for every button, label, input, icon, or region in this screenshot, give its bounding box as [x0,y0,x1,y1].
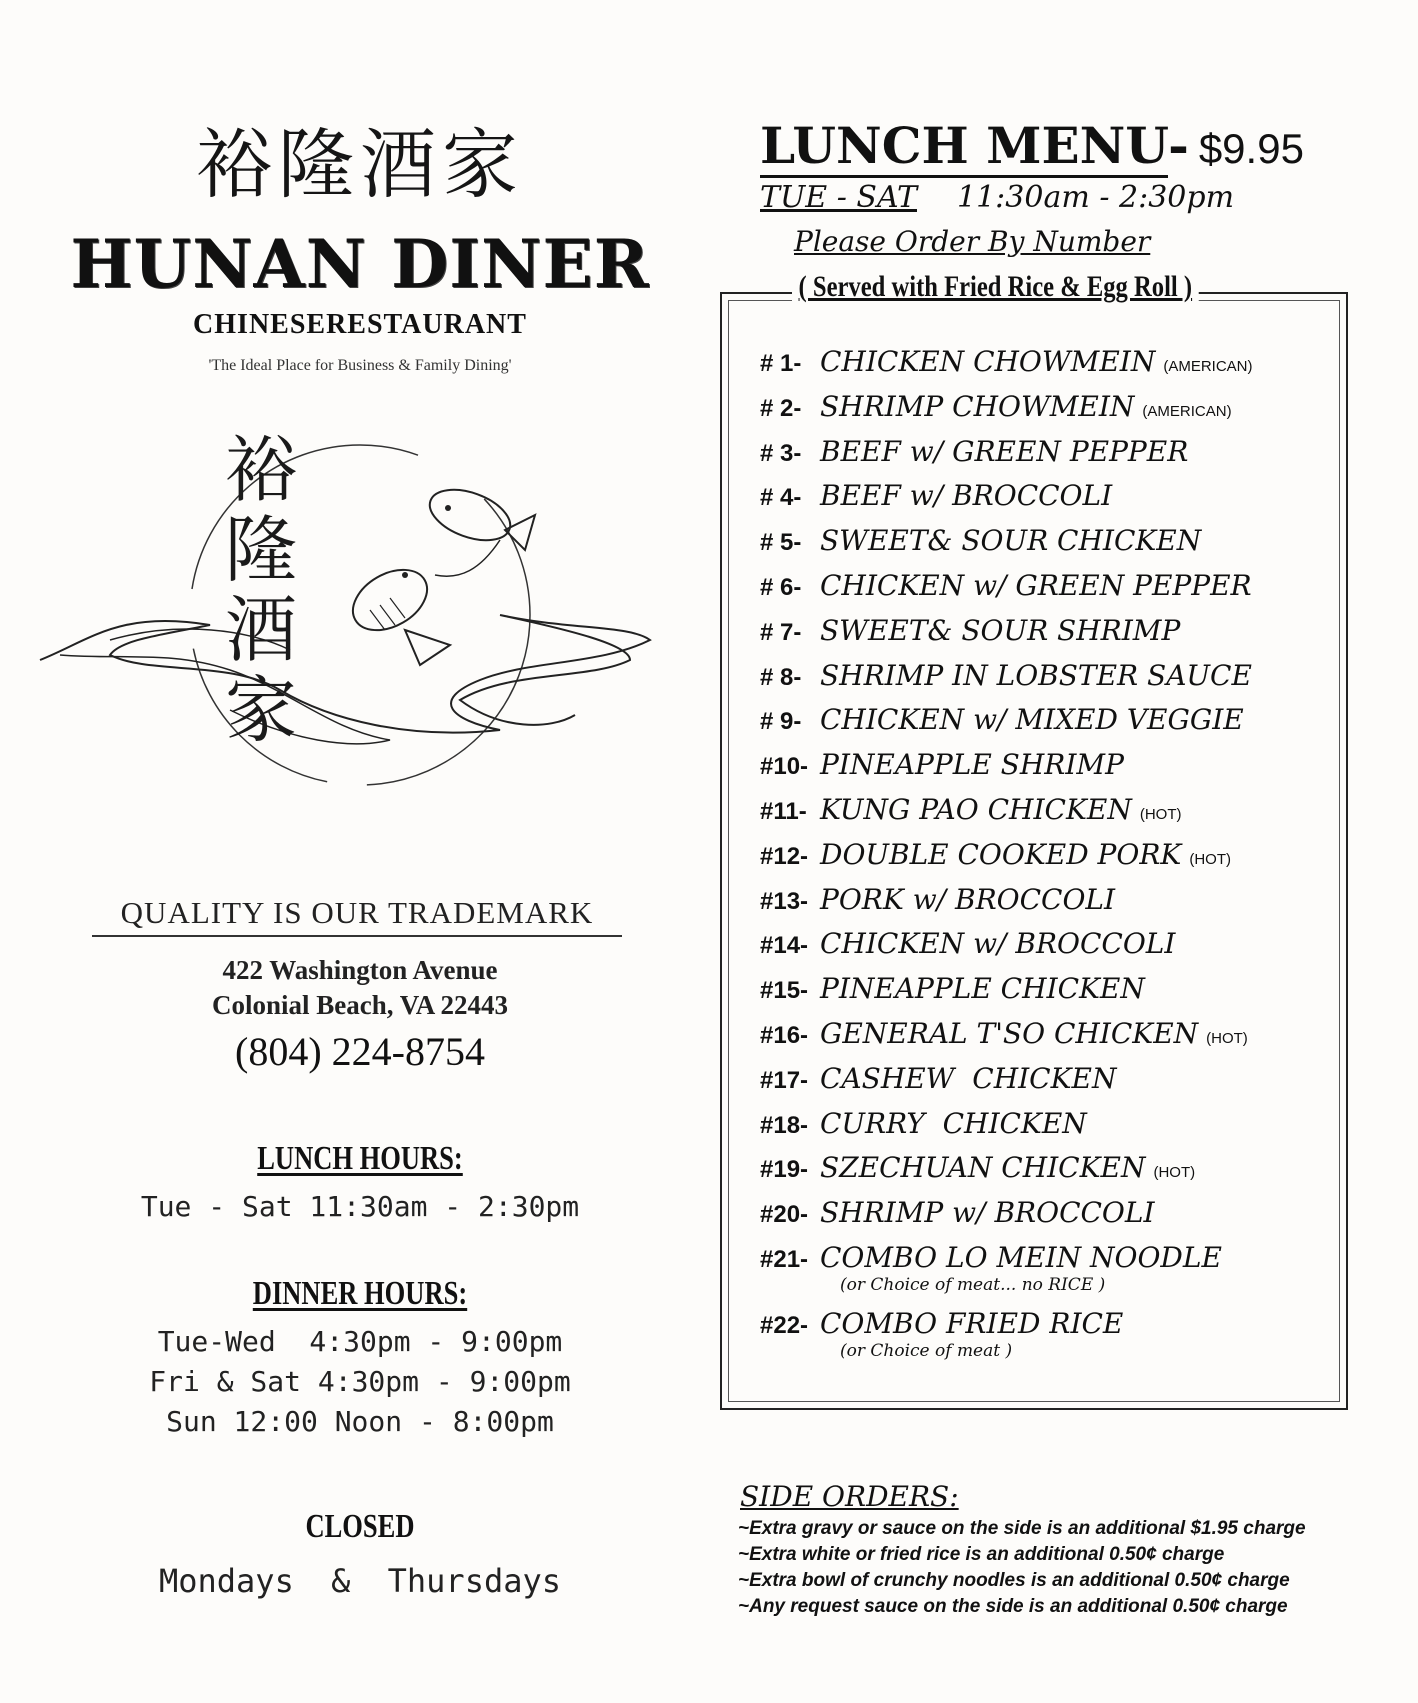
restaurant-name: HUNAN DINER [70,225,650,303]
menu-item [760,883,1340,928]
menu-item-number: # 7- [760,618,802,646]
menu-item [760,972,1340,1017]
menu-item [760,569,1340,614]
menu-item-number: #14- [760,932,809,960]
phone-number: (804) 224-8754 [235,1029,485,1074]
menu-item-number: # 4- [760,484,802,512]
menu-item-note: (HOT) [1206,1029,1248,1047]
menu-item-name: CHICKEN w/ GREEN PEPPER [820,568,1252,602]
menu-item-name: SHRIMP w/ BROCCOLI [820,1196,1155,1230]
menu-item [760,1307,1340,1373]
order-by-number-note: Please Order By Number [794,225,1151,258]
menu-item-name: GENERAL T'SO CHICKEN [820,1016,1199,1050]
lunch-menu-title-text: LUNCH MENU [760,116,1168,178]
menu-item-number: #13- [760,887,809,915]
menu-item-name: PINEAPPLE SHRIMP [820,748,1124,782]
logo-char-3: 酒 [225,588,298,672]
menu-item-name: KUNG PAO CHICKEN [820,792,1132,826]
menu-item-name: CHICKEN w/ MIXED VEGGIE [820,703,1244,737]
right-panel [720,0,1418,1703]
menu-item-number: #22- [760,1311,809,1339]
lunch-hours: Tue - Sat 11:30am - 2:30pm [140,1190,580,1223]
menu-item-note: (HOT) [1139,805,1182,823]
menu-item-name: BEEF w/ BROCCOLI [820,479,1113,513]
menu-item [760,1241,1340,1307]
menu-item-name: CASHEW CHICKEN [820,1061,1117,1095]
menu-item [760,748,1340,793]
menu-item-name: SZECHUAN CHICKEN [820,1151,1146,1185]
menu-item [760,1196,1340,1241]
address-line-2: Colonial Beach, VA 22443 [211,990,509,1020]
menu-item-note: (AMERICAN) [1163,358,1253,375]
menu-item-subnote: (or Choice of meat ) [840,1340,1013,1361]
dinner-hours-tue-wed: Tue-Wed 4:30pm - 9:00pm [157,1325,563,1358]
menu-item [760,345,1340,390]
lunch-menu-times: 11:30am - 2:30pm [957,180,1235,215]
menu-item [760,1107,1340,1152]
menu-item-name: SHRIMP CHOWMEIN [820,389,1135,423]
menu-item-name: CHICKEN CHOWMEIN [820,345,1156,378]
menu-item [760,703,1340,748]
menu-item [760,793,1340,838]
menu-item-note: (HOT) [1189,850,1232,868]
side-order-line: ~Extra gravy or sauce on the side is an additional $1.95 charge [738,1518,1306,1539]
menu-item-number: #15- [760,977,809,1005]
address-line-1: 422 Washington Avenue [222,955,498,985]
menu-item-note: (AMERICAN) [1142,402,1232,420]
side-order-line: ~Any request sauce on the side is an additional 0.50¢ charge [738,1596,1288,1617]
menu-item [760,1151,1340,1196]
logo-char-2: 隆 [225,508,298,592]
menu-items-list [760,345,1340,1373]
menu-item-number: #17- [760,1066,809,1094]
lunch-hours-heading-text: LUNCH HOURS: [257,1140,463,1177]
lunch-menu-day-range: TUE - SAT [760,180,917,215]
side-orders-heading: SIDE ORDERS: [740,1480,959,1513]
menu-item [760,524,1340,569]
menu-item [760,479,1340,524]
fish-bottom-icon [342,557,450,665]
lunch-hours-heading [79,1140,641,1178]
side-order-line: ~Extra bowl of crunchy noodles is an additional 0.50¢ charge [738,1570,1290,1591]
menu-item-name: COMBO FRIED RICE [820,1306,1124,1340]
closed-heading: CLOSED [305,1508,415,1545]
menu-item-note: (HOT) [1153,1164,1196,1182]
menu-item-name: BEEF w/ GREEN PEPPER [820,434,1189,468]
logo-char-1: 裕 [225,430,298,512]
menu-item-name: COMBO LO MEIN NOODLE [820,1240,1222,1274]
menu-item [760,614,1340,659]
tagline: 'The Ideal Place for Business & Family Dining' [208,357,512,374]
menu-item-name: CHICKEN w/ BROCCOLI [820,927,1176,961]
menu-item [760,1062,1340,1107]
menu-item-number: #21- [760,1245,809,1273]
menu-item-subnote: (or Choice of meat... no RICE ) [840,1274,1106,1295]
menu-item-number: # 6- [760,573,802,601]
menu-item-name: DOUBLE COOKED PORK [820,837,1182,871]
menu-item-number: # 5- [760,529,802,557]
fish-top-icon [423,480,535,576]
menu-item-name: SWEET& SOUR CHICKEN [820,524,1202,558]
chinese-restaurant-name: 裕隆酒家 [196,120,524,209]
quality-slogan: QUALITY IS OUR TRADEMARK [92,895,622,937]
restaurant-logo [30,430,690,830]
dinner-hours-heading-text: DINNER HOURS: [252,1275,468,1312]
menu-item-name: SWEET& SOUR SHRIMP [820,613,1181,647]
logo-illustration [30,430,690,830]
menu-item-number: #20- [760,1201,809,1229]
menu-item-number: # 9- [760,708,802,736]
closed-days: Mondays & Thursdays [158,1562,562,1600]
menu-item-number: #16- [760,1021,809,1049]
served-with-note: ( Served with Fried Rice & Egg Roll ) [792,270,1199,304]
lunch-price: $9.95 [1198,125,1304,172]
menu-item-number: # 3- [760,439,802,467]
menu-item-number: #12- [760,842,809,870]
menu-item-name: PORK w/ BROCCOLI [820,882,1116,916]
menu-item [760,435,1340,480]
lunch-menu-days [760,180,1234,215]
dinner-hours-heading [79,1275,641,1313]
menu-item-number: #19- [760,1156,809,1184]
dinner-hours-sun: Sun 12:00 Noon - 8:00pm [166,1405,554,1438]
menu-item-number: # 2- [760,394,802,422]
title-dash: - [1168,116,1189,175]
menu-item-number: # 1- [760,350,802,377]
dinner-hours-fri-sat: Fri & Sat 4:30pm - 9:00pm [149,1365,571,1398]
lunch-menu-title [760,116,1304,175]
restaurant-subtitle: CHINESERESTAURANT [193,309,527,340]
menu-item [760,659,1340,704]
menu-item [760,390,1340,435]
menu-item-name: CURRY CHICKEN [820,1106,1087,1140]
menu-item [760,838,1340,883]
menu-item-number: #11- [760,797,807,825]
side-order-line: ~Extra white or fried rice is an additional 0.50¢ charge [738,1544,1225,1565]
menu-item-name: SHRIMP IN LOBSTER SAUCE [820,658,1252,692]
menu-item [760,1017,1340,1062]
menu-item-name: PINEAPPLE CHICKEN [820,972,1145,1006]
menu-item-number: #18- [760,1111,809,1139]
logo-char-4: 家 [225,668,298,752]
menu-item [760,927,1340,972]
menu-item-number: # 8- [760,663,802,691]
menu-item-number: #10- [760,753,809,781]
